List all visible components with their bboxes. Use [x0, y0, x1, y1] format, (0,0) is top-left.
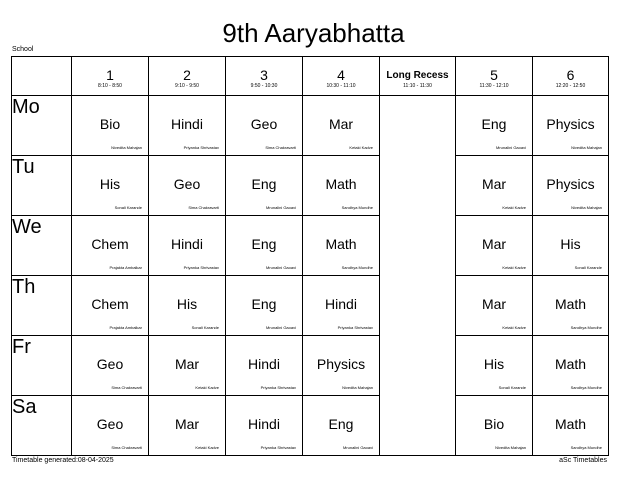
subject: Geo	[250, 116, 278, 132]
lesson-cell	[226, 96, 303, 156]
subject: Hindi	[248, 416, 280, 432]
period-number: 3	[260, 67, 268, 83]
teacher: Sandhya Mundhe	[570, 385, 602, 390]
period-time: 12:20 - 12:50	[555, 83, 586, 89]
lesson-cell	[533, 396, 609, 456]
day-row-tu	[12, 156, 609, 216]
subject: Mar	[481, 236, 507, 252]
subject: Math	[325, 176, 357, 192]
period-time: 11:10 - 11:30	[403, 83, 432, 89]
teacher: Sima Chakravarti	[111, 445, 142, 450]
subject: Mar	[174, 416, 200, 432]
subject: His	[99, 176, 121, 192]
lesson-cell	[456, 276, 533, 336]
lesson-cell	[303, 276, 380, 336]
period-header	[72, 57, 149, 96]
day-row-mo	[12, 96, 609, 156]
subject: Physics	[546, 176, 595, 192]
subject: Math	[554, 356, 587, 372]
subject: Hindi	[171, 236, 203, 252]
lesson-cell	[72, 96, 149, 156]
day-row-fr	[12, 336, 609, 396]
teacher: Nivedita Mahajan	[571, 145, 602, 150]
period-time: 11:30 - 12:10	[479, 83, 509, 89]
lesson-cell	[456, 216, 533, 276]
teacher: Sonali Karande	[114, 205, 142, 210]
subject: Eng	[481, 116, 507, 132]
recess-header	[380, 57, 456, 96]
teacher: Ketaki Kadve	[195, 385, 219, 390]
day-row-th	[12, 276, 609, 336]
teacher: Priyanka Shrivastav	[337, 325, 373, 330]
day-label: Tu	[12, 156, 72, 216]
lesson-cell	[303, 156, 380, 216]
teacher: Sonali Karande	[191, 325, 219, 330]
teacher: Sandhya Mundhe	[570, 325, 602, 330]
lesson-cell	[226, 216, 303, 276]
subject: Eng	[251, 296, 277, 312]
lesson-cell	[149, 276, 226, 336]
teacher: Ketaki Kadve	[502, 205, 526, 210]
period-number: 4	[337, 67, 345, 83]
lesson-cell	[72, 276, 149, 336]
recess-column	[380, 96, 456, 456]
teacher: Nivedita Mahajan	[111, 145, 142, 150]
lesson-cell	[533, 336, 609, 396]
lesson-cell	[456, 156, 533, 216]
subject: Math	[554, 296, 587, 312]
teacher: Ketaki Kadve	[502, 265, 526, 270]
lesson-cell	[72, 396, 149, 456]
subject: Mar	[481, 176, 507, 192]
subject: Geo	[96, 356, 124, 372]
subject: His	[176, 296, 198, 312]
period-number: 1	[106, 67, 114, 83]
subject: His	[483, 356, 505, 372]
period-time: 8:10 - 8:50	[98, 83, 122, 89]
period-header	[303, 57, 380, 96]
subject: Hindi	[325, 296, 357, 312]
lesson-cell	[456, 336, 533, 396]
subject: Hindi	[171, 116, 203, 132]
teacher: Mrunalini Gaoavi	[495, 145, 526, 150]
day-label: We	[12, 216, 72, 276]
lesson-cell	[226, 156, 303, 216]
recess-label: Long Recess	[386, 70, 449, 81]
lesson-cell	[226, 276, 303, 336]
teacher: Sandhya Mundhe	[341, 205, 373, 210]
teacher: Prajakta Ambalkar	[109, 265, 142, 270]
period-time: 10:30 - 11:10	[326, 83, 356, 89]
subject: Bio	[99, 116, 121, 132]
period-header	[149, 57, 226, 96]
teacher: Ketaki Kadve	[349, 145, 373, 150]
period-header	[226, 57, 303, 96]
day-label: Th	[12, 276, 72, 336]
subject: Geo	[96, 416, 124, 432]
lesson-cell	[303, 216, 380, 276]
lesson-cell	[303, 336, 380, 396]
page-title: 9th Aaryabhatta	[222, 18, 405, 48]
lesson-cell	[456, 96, 533, 156]
teacher: Ketaki Kadve	[195, 445, 219, 450]
subject: Physics	[316, 356, 366, 372]
lesson-cell	[72, 156, 149, 216]
school-label: School	[12, 46, 34, 53]
teacher: Sima Chakravarti	[188, 205, 219, 210]
period-number: 5	[490, 67, 498, 83]
subject: Physics	[546, 116, 595, 132]
lesson-cell	[149, 396, 226, 456]
teacher: Mrunalini Gaoavi	[265, 205, 296, 210]
period-header	[456, 57, 533, 96]
lesson-cell	[456, 396, 533, 456]
generated-date: Timetable generated:08-04-2025	[12, 457, 114, 464]
teacher: Sonali Karande	[574, 265, 602, 270]
teacher: Mrunalini Gaoavi	[265, 265, 296, 270]
lesson-cell	[533, 156, 609, 216]
teacher: Sandhya Mundhe	[341, 265, 373, 270]
teacher: Sima Chakravarti	[111, 385, 142, 390]
period-time: 9:50 - 10:30	[250, 83, 278, 89]
subject: Chem	[91, 296, 129, 312]
lesson-cell	[72, 336, 149, 396]
day-row-we	[12, 216, 609, 276]
teacher: Priyanka Shrivastav	[183, 145, 219, 150]
teacher: Mrunalini Gaoavi	[342, 445, 373, 450]
teacher: Nivedita Mahajan	[571, 205, 602, 210]
brand-label: aSc Timetables	[559, 457, 607, 464]
teacher: Priyanka Shrivastav	[260, 385, 296, 390]
lesson-cell	[72, 216, 149, 276]
teacher: Ketaki Kadve	[502, 325, 526, 330]
lesson-cell	[533, 96, 609, 156]
period-number: 2	[183, 67, 191, 83]
teacher: Prajakta Ambalkar	[109, 325, 142, 330]
lesson-cell	[149, 216, 226, 276]
subject: Hindi	[248, 356, 280, 372]
day-label: Mo	[12, 96, 72, 156]
day-row-sa	[12, 396, 609, 456]
corner-cell	[12, 57, 72, 96]
subject: Mar	[328, 116, 354, 132]
day-label: Fr	[12, 336, 72, 396]
subject: Eng	[328, 416, 354, 432]
day-label: Sa	[12, 396, 72, 456]
subject: His	[560, 236, 581, 252]
subject: Geo	[173, 176, 201, 192]
subject: Chem	[91, 236, 129, 252]
subject: Eng	[251, 176, 277, 192]
teacher: Mrunalini Gaoavi	[265, 325, 296, 330]
teacher: Nivedita Mahajan	[342, 385, 373, 390]
period-header	[533, 57, 609, 96]
lesson-cell	[303, 396, 380, 456]
lesson-cell	[303, 96, 380, 156]
period-number: 6	[566, 67, 575, 83]
teacher: Priyanka Shrivastav	[183, 265, 219, 270]
lesson-cell	[533, 216, 609, 276]
teacher: Priyanka Shrivastav	[260, 445, 296, 450]
teacher: Sima Chakravarti	[265, 145, 296, 150]
timetable	[11, 56, 609, 456]
lesson-cell	[226, 336, 303, 396]
subject: Mar	[481, 296, 507, 312]
lesson-cell	[226, 396, 303, 456]
subject: Bio	[483, 416, 505, 432]
teacher: Nivedita Mahajan	[495, 445, 526, 450]
teacher: Sonali Karande	[498, 385, 526, 390]
lesson-cell	[149, 96, 226, 156]
period-time: 9:10 - 9:50	[175, 83, 199, 89]
subject: Mar	[174, 356, 200, 372]
lesson-cell	[533, 276, 609, 336]
lesson-cell	[149, 156, 226, 216]
header-row	[12, 57, 609, 96]
subject: Math	[554, 416, 587, 432]
lesson-cell	[149, 336, 226, 396]
subject: Eng	[251, 236, 277, 252]
subject: Math	[325, 236, 357, 252]
teacher: Sandhya Mundhe	[570, 445, 602, 450]
